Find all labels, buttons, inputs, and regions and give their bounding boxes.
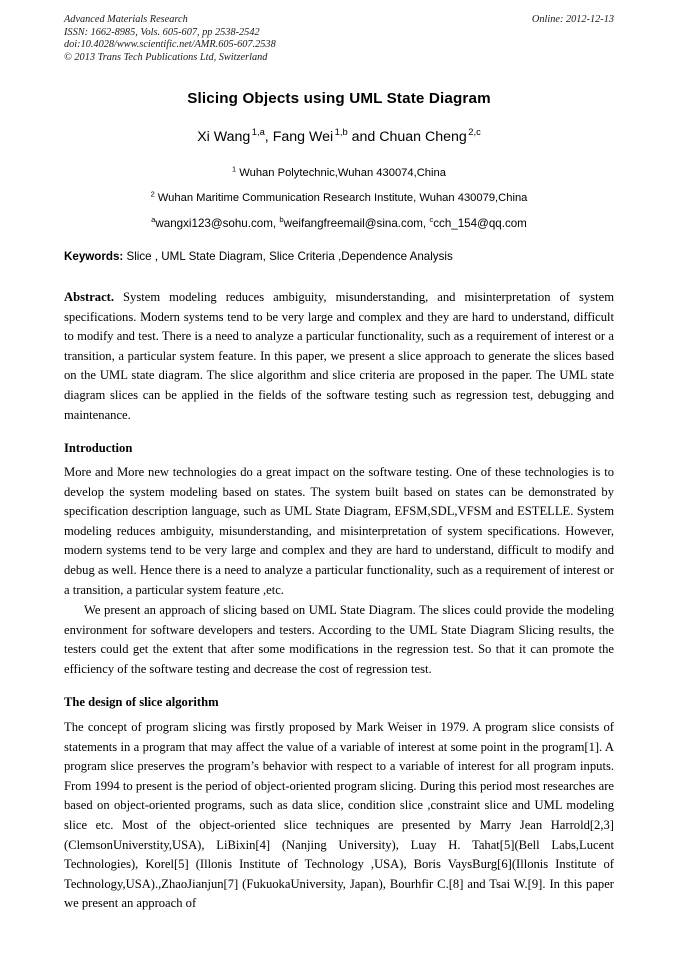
email-address-2[interactable]: weifangfreemail@sina.com, xyxy=(283,217,430,230)
author-emails xyxy=(64,217,614,230)
author-separator-2: and xyxy=(347,129,380,145)
journal-name: Advanced Materials Research xyxy=(64,14,188,25)
keywords-label: Keywords: xyxy=(64,250,124,263)
author-list xyxy=(64,129,614,145)
introduction-paragraph-1: More and More new technologies do a great impact on the software testing. One of these technologies is to develop the system modeling based on states. The system built based on states can be demonstrated by specification description language, such as UML State Diagram, EFSM,SDL,VFSM and ESTELLE. System modeling reduces ambiguity, misunderstanding, and misinterpretation of system specifications. However, modern systems tend to be very large and complex and they are hard to understand, difficult to modify and debug as well. Hence there is a need to analyze a particular functionality, such as a requirement of interest or a transition, a particular system feature ,etc. xyxy=(64,465,614,597)
email-marker-a: a xyxy=(151,215,156,225)
author-separator-1: , xyxy=(264,129,273,145)
section-heading-introduction: Introduction xyxy=(64,441,133,455)
issn-line: ISSN: 1662-8985, Vols. 605-607, pp 2538-2542 xyxy=(64,26,260,38)
introduction-paragraph-2: We present an approach of slicing based on UML State Diagram. The slices could provide the modeling environment for software developers and testers. According to the UML State Diagram Slicing results, the testers could get the extent that after some modifications in the regression test. So that it can promote the efficiency of the software testing and decrease the cost of regression test. xyxy=(64,603,614,676)
email-address-1[interactable]: wangxi123@sohu.com, xyxy=(155,217,280,230)
email-address-3[interactable]: cch_154@qq.com xyxy=(433,217,527,230)
abstract-label: Abstract. xyxy=(64,290,115,304)
keywords-line xyxy=(64,250,614,263)
author-name-1: Xi Wang xyxy=(197,129,251,145)
online-date: Online: 2012-12-13 xyxy=(531,14,614,25)
slice-algorithm-paragraph-1: The concept of program slicing was firstly proposed by Mark Weiser in 1979. A program slice consists of statements in a program that may affect the value of a variable of interest at some point in the program[1]. A program slice preserves the program’s behavior with respect to a variable of interest for all program inputs. From 1994 to present is the period of object-oriented program slicing. During this period most researches are based on object-oriented programs, such as data slice, condition slice ,constraint slice and UML modeling slice etc. Most of the object-oriented slice techniques are presented by Marry Jean Harrold[2,3](ClemsonUniverstity,USA), LiBixin[4] (Nanjing University), Luay H. Tahat[5](Bell Labs,Lucent Technologies), Korel[5] (Illonis Institute of Technology ,USA), Boris VaysBurg[6](Illonis Institute of Technology,USA).,ZhaoJianjun[7] (FukuokaUniversity, Japan), Bourhfir C.[8] and Tsai W.[9]. In this paper we present an approach of xyxy=(64,720,614,911)
abstract-paragraph xyxy=(64,288,614,425)
copyright-line: © 2013 Trans Tech Publications Ltd, Switzerland xyxy=(64,51,268,63)
author-affiliation-marker-3: 2,c xyxy=(468,127,481,138)
journal-header xyxy=(64,14,614,64)
affiliation-marker-1: 1 xyxy=(232,164,237,174)
author-name-2: Fang Wei xyxy=(272,129,334,145)
doi-line: doi:10.4028/www.scientific.net/AMR.605-607.2538 xyxy=(64,39,276,51)
section-heading-slice-algorithm: The design of slice algorithm xyxy=(64,695,219,709)
email-marker-c: c xyxy=(429,215,434,225)
author-name-3: Chuan Cheng xyxy=(379,129,467,145)
affiliation-marker-2: 2 xyxy=(150,189,155,199)
author-affiliation-marker-1: 1,a xyxy=(251,127,265,138)
affiliation-text-2: Wuhan Maritime Communication Research Institute, Wuhan 430079,China xyxy=(154,192,528,204)
affiliation-2 xyxy=(64,189,614,204)
journal-header-top-row xyxy=(64,14,614,27)
page-title: Slicing Objects using UML State Diagram xyxy=(187,90,491,107)
keywords-value: Slice , UML State Diagram, Slice Criteria ,Dependence Analysis xyxy=(123,250,453,263)
email-marker-b: b xyxy=(279,215,284,225)
abstract-text: System modeling reduces ambiguity, misunderstanding, and misinterpretation of system specifications. Modern systems tend to be very large and complex and they are hard to understand, difficult to modify and test. There is a need to analyze a particular functionality, such as a requirement of interest or a transition, a particular system feature. In this paper, we present a slice approach to generate the slices based on the UML state diagram. The slice algorithm and slice criteria are proposed in the paper. The UML state diagram slices can be applied in the fields of the software testing such as regression test, debugging and maintenance. xyxy=(64,290,614,422)
affiliation-text-1: Wuhan Polytechnic,Wuhan 430074,China xyxy=(236,167,446,179)
affiliation-1 xyxy=(64,164,614,179)
author-affiliation-marker-2: 1,b xyxy=(334,127,348,138)
